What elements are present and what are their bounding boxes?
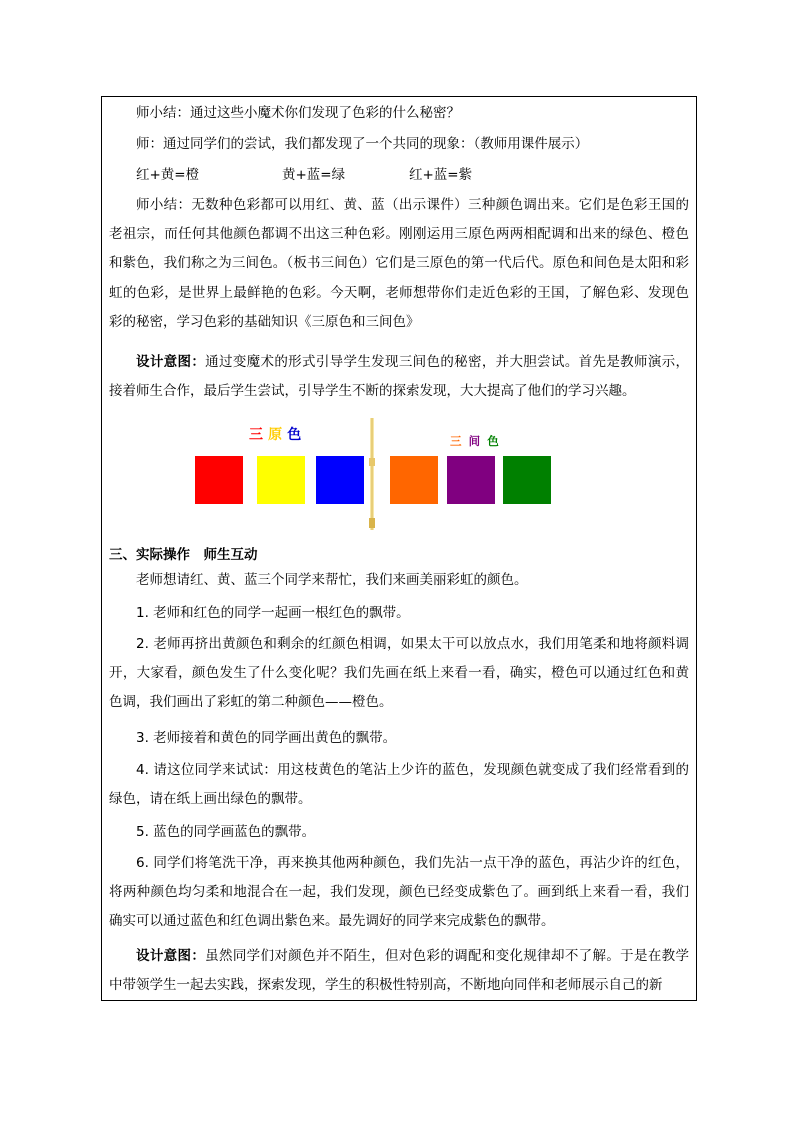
teacher-summary-line: 师小结：通过这些小魔术你们发现了色彩的什么秘密？ [136, 105, 460, 121]
step-4: 4. 请这位同学来试试：用这枝黄色的笔沾上少许的蓝色，发现颜色就变成了我们经常看到的绿色，请在纸上画出绿色的飘带。 [109, 762, 689, 808]
design-intent-text-2: 虽然同学们对颜色并不陌生，但对色彩的调配和变化规律却不了解。于是在教学中带领学生一起去实践，探索发现，学生的积极性特别高，不断地向同伴和老师展示自己的新 [109, 948, 690, 994]
green-square [503, 456, 551, 504]
design-intent-paragraph-1 [109, 348, 689, 406]
secondary-title-char-3: 色 [487, 434, 501, 448]
orange-square [390, 456, 438, 504]
step-6: 6. 同学们将笔洗干净，再来换其他两种颜色，我们先沾一点干净的蓝色，再沾少许的红色，将两种颜色均匀柔和地混合在一起，我们发现，颜色已经变成紫色了。画到纸上来看一看，我们确实可以通过蓝色和红色调出紫色来。最先调好的同学来完成紫色的飘带。 [109, 855, 689, 930]
secondary-title-char-1: 三 [450, 434, 464, 448]
yellow-square [257, 456, 305, 504]
primary-title-char-1: 三 [249, 427, 263, 443]
equation-red-yellow: 红+黄=橙 [136, 167, 200, 183]
step-2: 2. 老师再挤出黄颜色和剩余的红颜色相调，如果太干可以放点水，我们用笔柔和地将颜料调开，大家看，颜色发生了什么变化呢？我们先画在纸上来看一看，确实，橙色可以通过红色和黄色调，我们画出了彩虹的第二种颜色——橙色。 [109, 636, 689, 711]
equation-red-blue: 红+蓝=紫 [409, 167, 473, 183]
red-square [195, 456, 243, 504]
purple-square [447, 456, 495, 504]
primary-colors-title [249, 424, 301, 444]
secondary-title-char-2: 间 [468, 434, 483, 448]
primary-title-char-3: 色 [287, 427, 302, 443]
brush-divider-icon [364, 418, 380, 530]
teacher-line: 师：通过同学们的尝试，我们都发现了一个共同的现象：（教师用课件展示） [136, 136, 589, 152]
teacher-summary-paragraph: 师小结：无数种色彩都可以用红、黄、蓝（出示课件）三种颜色调出来。它们是色彩王国的老祖宗，而任何其他颜色都调不出这三种色彩。刚刚运用三原色两两相配调和出来的绿色、橙色和紫色，我们称之为三间色。（板书三间色）它们是三原色的第一代后代。原色和间色是太阳和彩虹的色彩，是世界上最鲜艳的色彩。今天啊，老师想带你们走近色彩的王国，了解色彩、发现色彩的秘密，学习色彩的基础知识《三原色和三间色》 [109, 197, 689, 330]
step-1: 1. 老师和红色的同学一起画一根红色的飘带。 [136, 605, 410, 621]
design-intent-text: 通过变魔术的形式引导学生发现三间色的秘密，并大胆尝试。首先是教师演示，接着师生合作，最后学生尝试，引导学生不断的探索发现，大大提高了他们的学习兴趣。 [109, 354, 690, 400]
design-intent-label: 设计意图： [136, 354, 206, 370]
design-intent-label-2: 设计意图： [136, 948, 206, 964]
design-intent-paragraph-2 [109, 942, 689, 1000]
secondary-colors-title [450, 430, 501, 449]
section-heading: 三、实际操作 师生互动 [109, 547, 258, 563]
step-3: 3. 老师接着和黄色的同学画出黄色的飘带。 [136, 730, 397, 746]
primary-title-char-2: 原 [268, 427, 283, 443]
blue-square [316, 456, 364, 504]
step-5: 5. 蓝色的同学画蓝色的飘带。 [136, 824, 316, 840]
equation-yellow-blue: 黄+蓝=绿 [282, 167, 346, 183]
intro-paragraph: 老师想请红、黄、蓝三个同学来帮忙，我们来画美丽彩虹的颜色。 [136, 572, 528, 588]
